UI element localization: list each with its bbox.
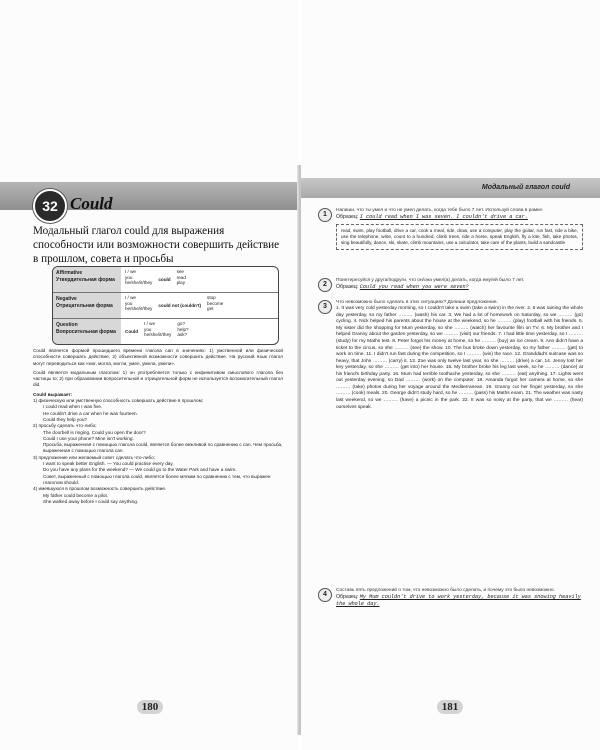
- row-forms: I / we you he/she/it/they could not (couldn't) stop become get: [125, 295, 224, 311]
- word-box: read, swim, play football, drive a car, cook a meal, ride, draw, use a computer, play the guitar, run fast, ride a bike, use the telephone, write, count to a hundred, climb trees, ride a horse, speak English, fly a kite, fish, take photos, sing beautifully, dance, ski, skate, climb mountains, use a calculator, take care of the plants, build a sandcastle: [336, 224, 583, 250]
- running-head: Модальный глагол could: [481, 184, 570, 191]
- exercise-text: 1. It was very cold yesterday morning, so I couldn't take a swim (take a swim) in the river. 2. It was raining the whole day yesterday, so my father ……… (wash) his car. 3. We had a lot of homework on Saturday, so we ……… (go) cycling. 4. Nick helped his parents about the house at the weekend, so he ……… (play) football with his friends. 5. My sister did the shopping for Mum yesterday, so she ……… (watch) her favourite film on TV. 6. My brother and I helped Granny about the garden yesterday, so we ……… (visit) our friends. 7. I had little time yesterday, so I ……… (study) for my Maths test. 8. Peter forgot his money at home, so he ……… (buy) an ice cream. 9. Ann didn't have a ticket to the circus, so she ……… (see) the show. 10. The bus broke down yesterday, so my father ……… (get) to work on time. 11. I didn't run fast during the competition, so I ……… (win) the race. 12. Granddad's suitcase was so heavy, that John ……… (carry) it. 13. Zoe was only twelve last year, so she ……… (drive) a car. 14. Jenny lost her key yesterday, so she ……… (get into) her house. 15. My brother broke his leg last week, so he ……… (dance) at his friend's birthday party. 16. Mum had terrible toothache yesterday, so she ……… (eat) anything. 17. Lights went out yesterday evening, so Dad ……… (work) on the computer. 18. Amanda forgot her camera at home, so she ……… (take) photos during her voyage around the Mediterranean. 19. Granny cut her finger yesterday, so she ……… (cook) meals. 20. George didn't study hard, so he ……… (pass) his Maths exam. 21. The weather was nasty last weekend, so we ……… (have) a picnic in the park. 22. It was so noisy at the party, that we ……… (hear) ourselves speak.: [336, 306, 583, 410]
- explanation-para-2: Could является модальным глаголом: 1) он употребляется только с инфинитивом смыслового глагола без частицы to; 2) при образовании вопросительной и отрицательной форм не используется вспомогательный глагол did.: [33, 369, 283, 388]
- exercise-instruction: Составь пять предложений о том, что невозможно было сделать, и почему это было невозможно.: [336, 588, 555, 593]
- sample: Образец: I could read when I was seven. I couldn't drive a car.: [336, 214, 528, 221]
- right-page: [301, 0, 600, 750]
- use-1: 1) физическую или умственную способность совершать действие в прошлом; I could read when I was five. He couldn't drive a car when he was fourteen. Could they help you?: [33, 398, 204, 422]
- explanation: [33, 348, 283, 505]
- exercise-instruction: Поинтересуйся у друга/подруги, что он/она умел(а) делать, когда ему/ей было 7 лет.: [336, 278, 525, 283]
- unit-title: Could: [70, 194, 113, 213]
- exercise-1: [318, 208, 583, 250]
- sample: Образец: Could you read when you were seven?: [336, 284, 469, 291]
- use-3: 3) предложение или желаемый совет сделать что-либо; I want to speak better English. — You could practise every day. Do you have any plans for the weekend? — We could go to the Water Park and have a swim. Совет, выраженный с помощью глагола could, является более мягким по сравнению с тем, что выражен глаголом should.: [33, 454, 271, 485]
- page-number-left: 180: [137, 700, 163, 714]
- row-label: Negative Отрицательная форма: [53, 293, 121, 318]
- exercise-instruction: Что невозможно было сделать в этих ситуациях? Допиши предложения.: [336, 300, 498, 305]
- row-label: Question Вопросительная форма: [53, 319, 121, 344]
- grammar-table: [52, 266, 279, 345]
- explanation-para-1: Could является формой прошедшего времени глагола can в значениях: 1) умственной или физической способности совершать действие, 2) объективной возможности совершить действие. На русский язык глагол могут переводиться как «мог, могла, могли, умел, умела, умели».: [33, 348, 283, 366]
- row-forms: I / we you he/she/it/they could see read play: [125, 269, 186, 285]
- exercise-instruction: Напиши, что ты умел и что не умел делать, когда тебе было 7 лет. Используй слова в рамке.: [336, 208, 544, 213]
- use-4: 4) имевшуюся в прошлом возможность совершить действие. My father could become a pilot. She walked away before I could say anything.: [33, 486, 167, 504]
- left-page: [0, 0, 299, 750]
- sample: Образец: My Mum couldn't drive to work yesterday, because it was snowing heavily the whole day.: [336, 594, 581, 608]
- exercise-3: [318, 300, 583, 411]
- use-2: 2) просьбу сделать что-либо; The doorbell is ringing. Could you open the door? Could I use your phone? Mine isn't working. Просьба, выраженная с помощью глагола could, является более вежливой по сравнению с can. Чем просьба, выраженная с помощью глагола can.: [33, 423, 283, 454]
- exercise-number: 4: [318, 588, 332, 602]
- table-row-question: [53, 319, 278, 344]
- row-forms: Could I / we you he/she/it/they go? help? ask?: [125, 321, 189, 337]
- exercise-4: [318, 588, 583, 608]
- page-number-right: 181: [437, 700, 463, 714]
- lead-heading: Модальный глагол could для выражения способности или возможности совершить действие в прошлом, совета и просьбы: [33, 225, 280, 265]
- table-row-affirmative: [53, 267, 278, 293]
- expresses-heading: Could выражает:: [33, 391, 73, 397]
- row-label: Affirmative Утвердительная форма: [53, 267, 121, 292]
- exercise-number: 1: [318, 208, 332, 222]
- exercise-number: 2: [318, 278, 332, 292]
- exercise-2: [318, 278, 583, 291]
- unit-number-badge: 32: [33, 189, 67, 223]
- table-row-negative: [53, 293, 278, 319]
- exercise-number: 3: [318, 300, 332, 314]
